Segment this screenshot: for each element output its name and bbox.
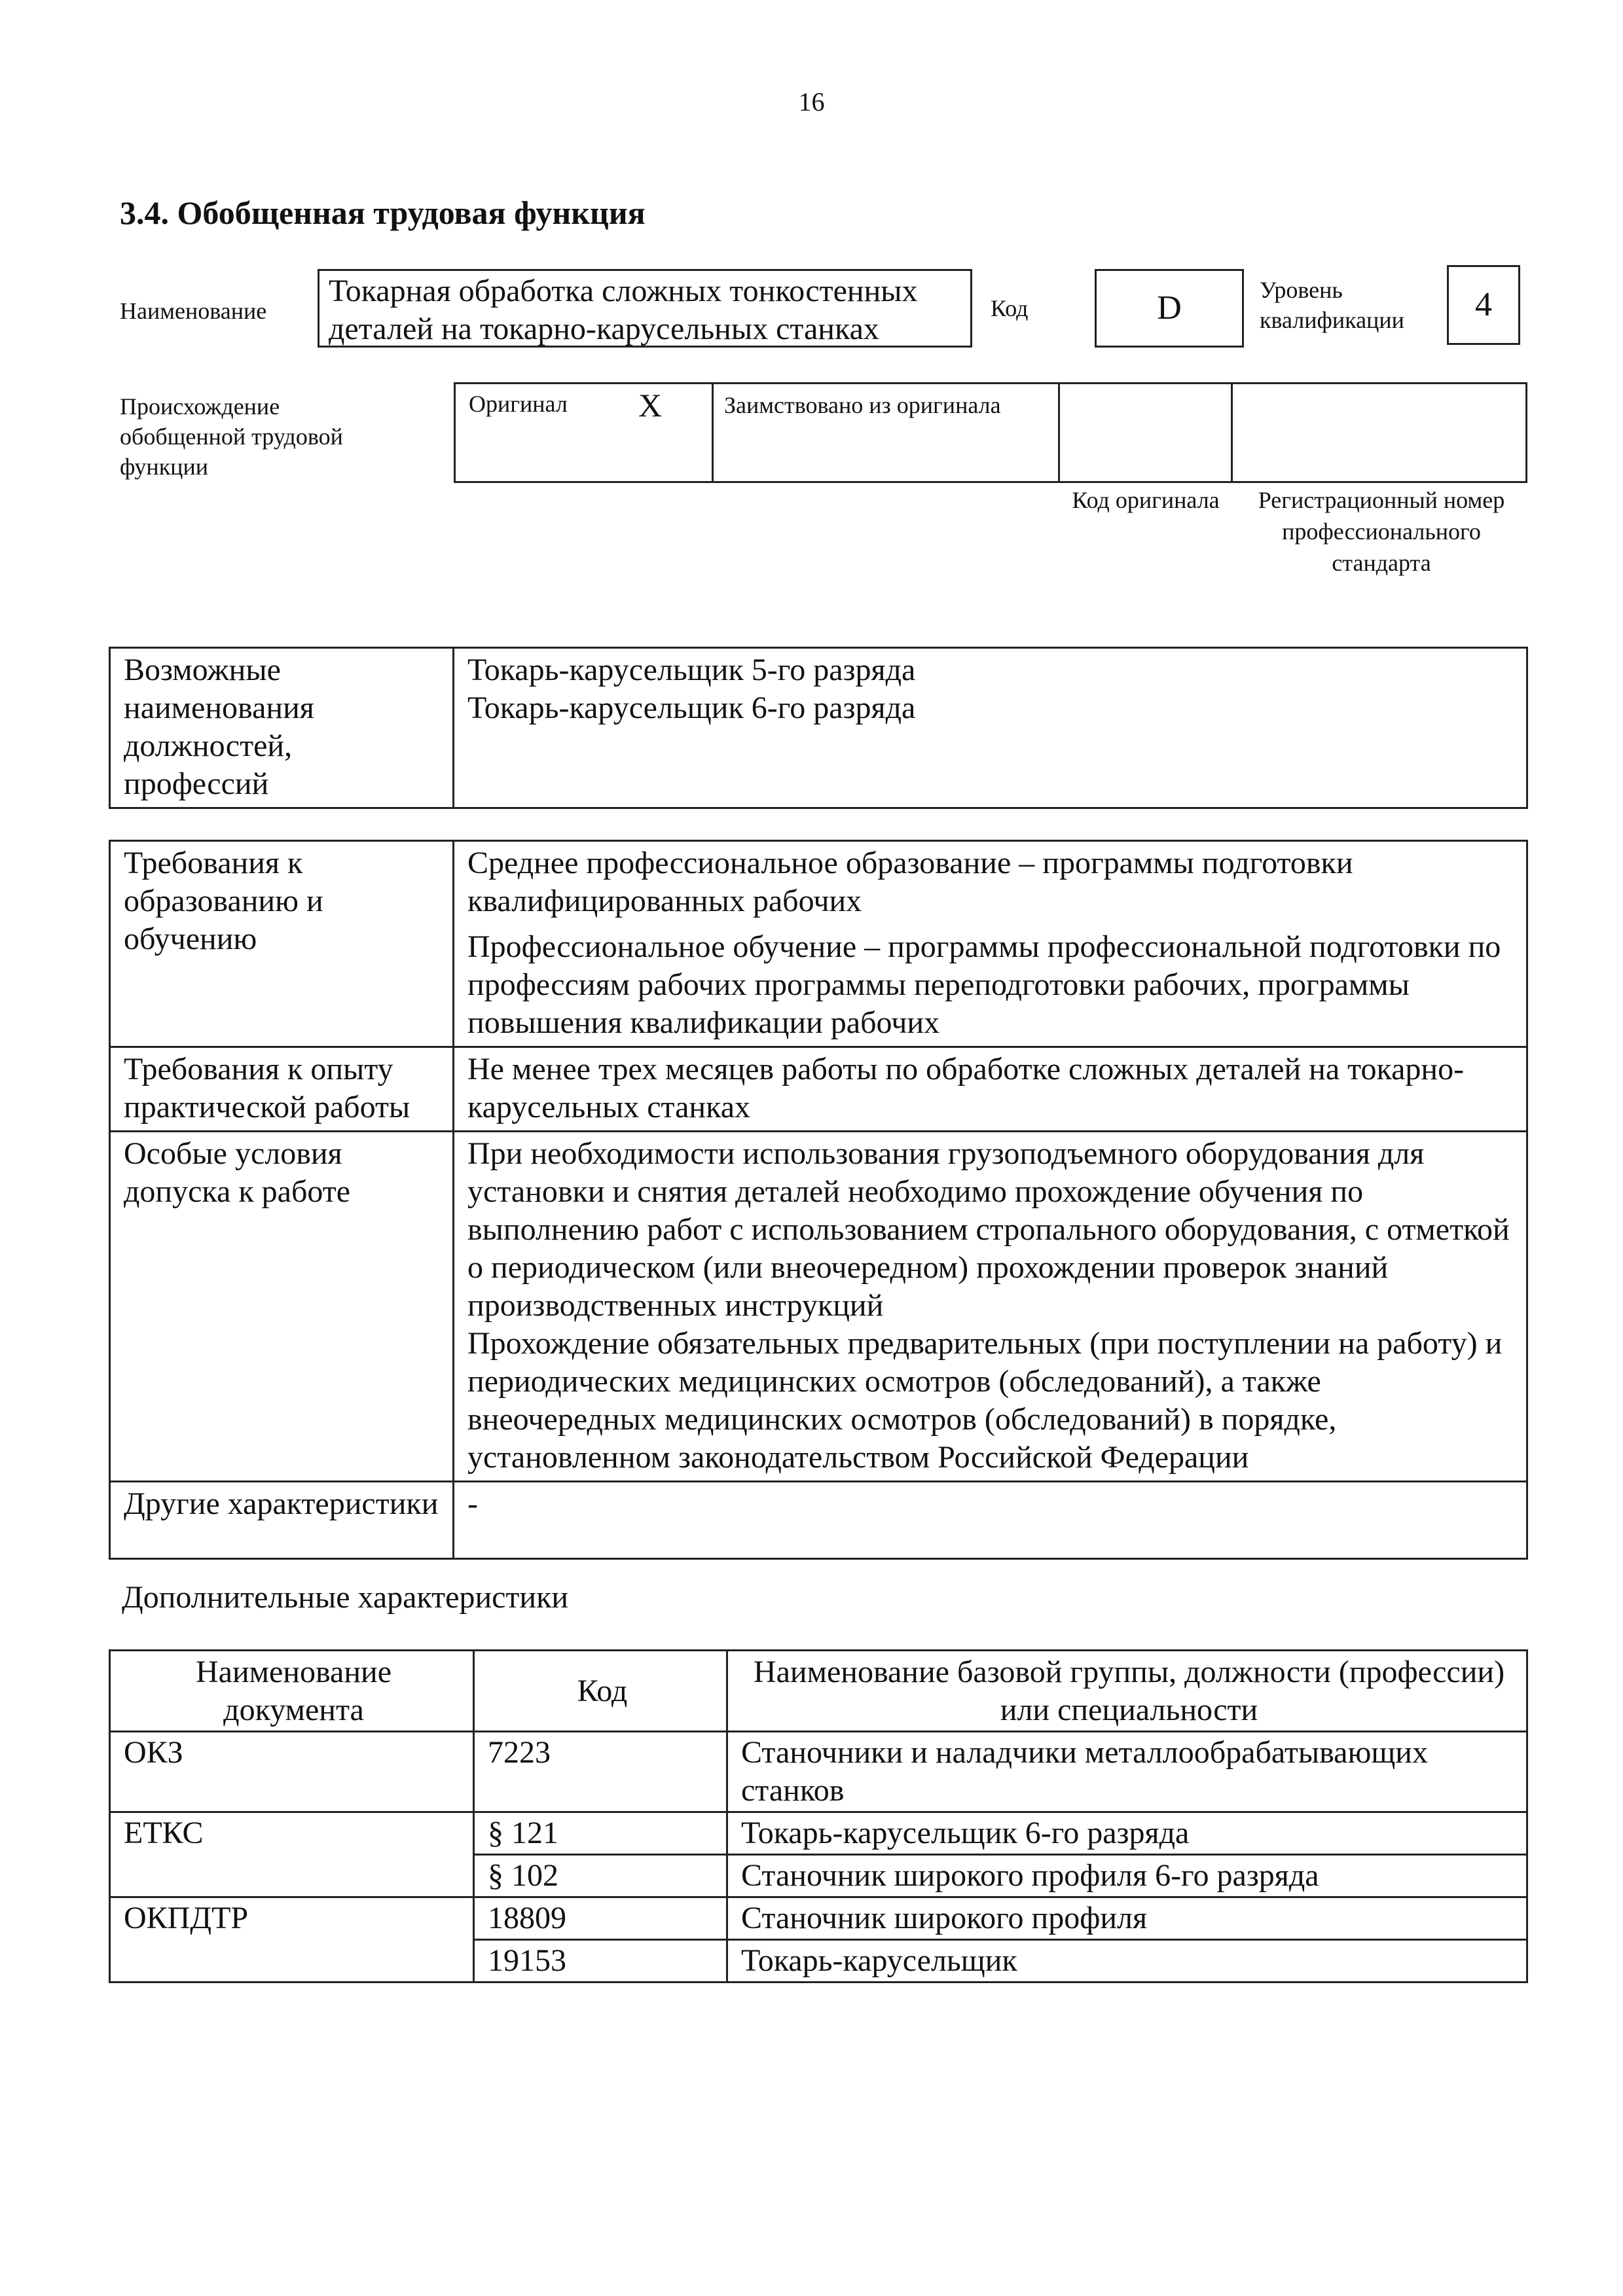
- positions-values: [454, 648, 1527, 808]
- row-doc: [110, 1855, 474, 1897]
- education-item: Среднее профессиональное образование – программы подготовки квалифицированных рабочих: [467, 846, 1353, 918]
- row-doc: ОКЗ: [110, 1732, 474, 1812]
- other-label: Другие характеристики: [110, 1482, 454, 1559]
- code-value: D: [1157, 289, 1182, 327]
- row-doc: ОКПДТР: [110, 1897, 474, 1940]
- origin-divider-3: [1231, 382, 1233, 483]
- other-value: -: [454, 1482, 1527, 1559]
- education-label: Требования к образованию и обучению: [110, 841, 454, 1047]
- row-name: Станочник широкого профиля: [727, 1897, 1527, 1940]
- column-header-document: Наименование документа: [110, 1651, 474, 1732]
- registration-number-caption: Регистрационный номер профессионального стандарта: [1258, 487, 1505, 576]
- table-row: [110, 1812, 1527, 1855]
- condition-item: Прохождение обязательных предварительных (при поступлении на работу) и периодических медицинских осмотров (обследований), а также внеочередных медицинских осмотров (обследований) в порядке, установленном законодательством Российской Федерации: [467, 1326, 1503, 1475]
- column-header-code: Код: [474, 1651, 727, 1732]
- level-box: [1447, 265, 1520, 345]
- original-mark: X: [638, 387, 663, 423]
- row-name: Токарь-карусельщик: [727, 1940, 1527, 1982]
- position-item: Токарь-карусельщик 5-го разряда: [467, 653, 916, 687]
- experience-label: Требования к опыту практической работы: [110, 1047, 454, 1132]
- origin-divider-2: [1058, 382, 1060, 483]
- row-doc: [110, 1940, 474, 1982]
- row-name: Станочники и наладчики металлообрабатывающих станков: [727, 1732, 1527, 1812]
- page-number: 16: [798, 87, 825, 117]
- table-row: [110, 1855, 1527, 1897]
- level-value: 4: [1475, 286, 1492, 323]
- section-title: 3.4. Обобщенная трудовая функция: [120, 194, 646, 231]
- row-code: § 102: [474, 1855, 727, 1897]
- original-code-caption: Код оригинала: [1072, 487, 1220, 513]
- code-box: [1095, 269, 1244, 348]
- column-header-name: Наименование базовой группы, должности (профессии) или специальности: [727, 1651, 1527, 1732]
- table-row: [110, 1940, 1527, 1982]
- experience-value: Не менее трех месяцев работы по обработке сложных деталей на токарно-карусельных станках: [454, 1047, 1527, 1132]
- positions-table: [109, 647, 1528, 809]
- positions-label: Возможные наименования должностей, профессий: [110, 648, 454, 808]
- education-item: Профессиональное обучение – программы профессиональной подготовки по профессиям рабочих программы переподготовки рабочих, программы повышения квалификации рабочих: [467, 929, 1501, 1040]
- condition-item: При необходимости использования грузоподъемного оборудования для установки и снятия деталей необходимо прохождение обучения по выполнению работ с использованием стропального оборудования, с отметкой о периодическом (или внеочередном) прохождении проверок знаний производственных инструкций: [467, 1136, 1510, 1323]
- education-values: [454, 841, 1527, 1047]
- original-label: Оригинал: [469, 391, 568, 417]
- conditions-label: Особые условия допуска к работе: [110, 1132, 454, 1482]
- row-doc: ЕТКС: [110, 1812, 474, 1855]
- row-code: 19153: [474, 1940, 727, 1982]
- position-item: Токарь-карусельщик 6-го разряда: [467, 691, 916, 725]
- function-name-value: Токарная обработка сложных тонкостенных деталей на токарно-карусельных станках: [329, 274, 918, 346]
- requirements-table: [109, 840, 1528, 1560]
- origin-divider-1: [712, 382, 714, 483]
- origin-label: Происхождение обобщенной трудовой функции: [120, 393, 343, 480]
- row-code: 18809: [474, 1897, 727, 1940]
- conditions-values: [454, 1132, 1527, 1482]
- row-code: 7223: [474, 1732, 727, 1812]
- table-row: [110, 1732, 1527, 1812]
- row-name: Токарь-карусельщик 6-го разряда: [727, 1812, 1527, 1855]
- table-row: [110, 1897, 1527, 1940]
- code-label: Код: [991, 295, 1029, 321]
- row-code: § 121: [474, 1812, 727, 1855]
- extra-title: Дополнительные характеристики: [122, 1580, 569, 1615]
- function-name-box: [318, 269, 972, 348]
- extra-table: [109, 1649, 1528, 1983]
- row-name: Станочник широкого профиля 6-го разряда: [727, 1855, 1527, 1897]
- borrowed-label: Заимствовано из оригинала: [724, 392, 1001, 418]
- level-label: Уровень квалификации: [1260, 277, 1404, 333]
- name-label: Наименование: [120, 298, 267, 324]
